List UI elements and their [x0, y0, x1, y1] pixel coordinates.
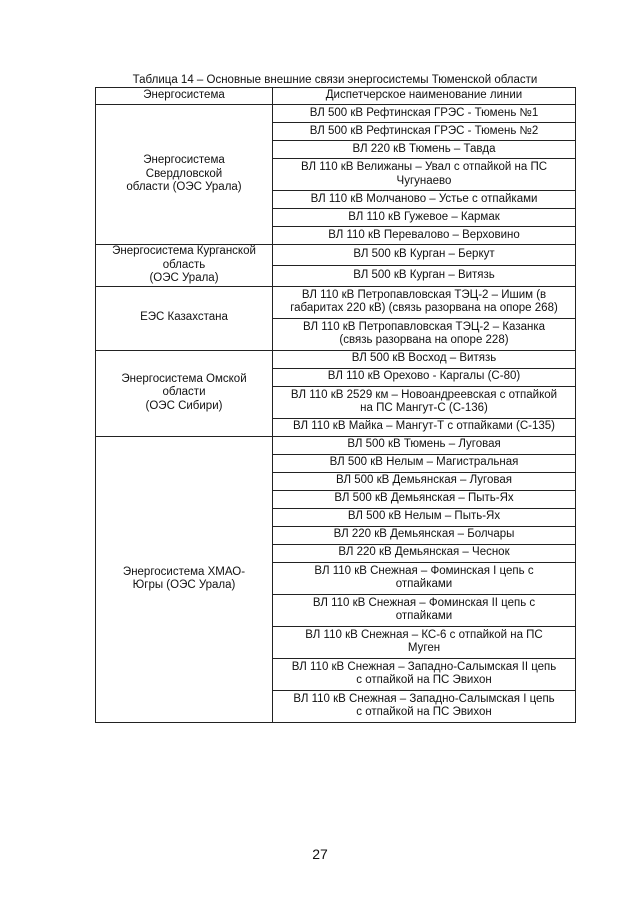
line-name-text: ВЛ 500 кВ Демьянская – Пыть-Ях — [334, 492, 514, 505]
line-name-text: ВЛ 220 кВ Демьянская – Чеснок — [338, 546, 510, 559]
energy-system-text: ЕЭС Казахстана — [140, 311, 228, 324]
table-row — [96, 105, 576, 123]
line-name-cell — [273, 368, 576, 386]
line-name-text: на ПС Мангут-С (С-136) — [360, 402, 488, 414]
line-name-cell — [273, 191, 576, 209]
line-name-text: ВЛ 110 кВ Снежная – КС-6 с отпайкой на ПС — [305, 628, 543, 641]
line-name-text: ВЛ 110 кВ Петропавловская ТЭЦ-2 – Ишим (в — [301, 288, 547, 301]
line-name-cell — [273, 490, 576, 508]
table-header-row — [96, 88, 576, 105]
energy-system-text: Энергосистема Курганской — [112, 245, 256, 257]
energy-system-text: область — [162, 258, 206, 271]
line-name-text: ВЛ 110 кВ Молчаново – Устье с отпайками — [310, 192, 538, 205]
line-name-text: ВЛ 110 кВ Петропавловская ТЭЦ-2 – Казанка — [302, 320, 546, 333]
line-name-text: отпайками — [395, 578, 453, 590]
line-name-cell — [273, 123, 576, 141]
line-name-cell — [273, 594, 576, 626]
table-row — [96, 350, 576, 368]
table-row — [96, 245, 576, 266]
line-name-cell — [273, 318, 576, 350]
energy-system-text: (ОЭС Сибири) — [145, 399, 223, 412]
line-name-text: ВЛ 110 кВ Снежная – Западно-Салымская II цепь — [291, 660, 557, 673]
line-name-cell — [273, 159, 576, 191]
line-name-cell — [273, 626, 576, 658]
line-name-cell — [273, 544, 576, 562]
line-name-cell — [273, 658, 576, 690]
table-row — [96, 436, 576, 454]
table-body — [96, 105, 576, 723]
line-name-cell — [273, 265, 576, 286]
line-name-text: ВЛ 500 кВ Восход – Витязь — [351, 352, 497, 365]
energy-system-text: Югры (ОЭС Урала) — [132, 579, 236, 591]
line-name-text: ВЛ 500 кВ Курган – Беркут — [353, 248, 495, 261]
line-name-cell — [273, 690, 576, 722]
line-name-cell — [273, 472, 576, 490]
table-caption: Таблица 14 – Основные внешние связи энергосистемы Тюменской области — [132, 74, 538, 86]
line-name-text: отпайками — [395, 610, 453, 622]
line-name-text: ВЛ 110 кВ Снежная – Западно-Салымская I цепь — [293, 692, 555, 705]
line-name-text: ВЛ 500 кВ Нелым – Пыть-Ях — [347, 510, 501, 523]
energy-system-cell — [96, 436, 273, 722]
header-line-name: Диспетчерское наименование линии — [273, 88, 576, 105]
line-name-cell — [273, 105, 576, 123]
line-name-cell — [273, 526, 576, 544]
energy-system-text: Свердловской — [145, 167, 223, 180]
line-name-cell — [273, 350, 576, 368]
line-name-text: ВЛ 500 кВ Тюмень – Луговая — [347, 438, 501, 451]
table-row — [96, 286, 576, 318]
line-name-text: с отпайкой на ПС Эвихон — [356, 674, 492, 686]
line-name-text: ВЛ 500 кВ Курган – Витязь — [353, 268, 495, 281]
line-name-cell — [273, 562, 576, 594]
line-name-cell — [273, 286, 576, 318]
line-name-cell — [273, 454, 576, 472]
line-name-text: габаритах 220 кВ) (связь разорвана на опоре 268) — [290, 302, 558, 314]
energy-system-text: области (ОЭС Урала) — [126, 181, 242, 194]
energy-system-cell — [96, 286, 273, 350]
page-number: 27 — [312, 846, 328, 862]
line-name-text: ВЛ 110 кВ Майка – Мангут-Т с отпайками (С-135) — [292, 420, 555, 433]
energy-system-text: Энергосистема ХМАО- — [122, 565, 246, 578]
line-name-text: ВЛ 500 кВ Нелым – Магистральная — [329, 456, 519, 469]
line-name-text: ВЛ 500 кВ Рефтинская ГРЭС - Тюмень №1 — [309, 106, 539, 119]
line-name-text: ВЛ 220 кВ Демьянская – Болчары — [333, 528, 515, 541]
line-name-text: ВЛ 110 кВ 2529 км – Новоандреевская с отпайкой — [290, 388, 558, 401]
line-name-cell — [273, 386, 576, 418]
line-name-text: ВЛ 500 кВ Демьянская – Луговая — [335, 474, 513, 487]
line-name-cell — [273, 209, 576, 227]
line-name-cell — [273, 245, 576, 266]
external-connections-table — [95, 87, 576, 723]
line-name-text: ВЛ 220 кВ Тюмень – Тавда — [352, 142, 496, 155]
energy-system-cell — [96, 245, 273, 287]
energy-system-cell — [96, 350, 273, 436]
line-name-text: ВЛ 110 кВ Гужевое – Кармак — [348, 210, 500, 223]
line-name-cell — [273, 508, 576, 526]
line-name-text: ВЛ 110 кВ Снежная – Фоминская II цепь с — [312, 596, 536, 609]
line-name-text: ВЛ 110 кВ Орехово - Каргалы (С-80) — [327, 370, 521, 383]
line-name-text: ВЛ 110 кВ Велижаны – Увал с отпайкой на ПС — [300, 161, 548, 173]
line-name-cell — [273, 418, 576, 436]
line-name-text: ВЛ 500 кВ Рефтинская ГРЭС - Тюмень №2 — [309, 124, 539, 137]
line-name-text: Муген — [407, 642, 441, 654]
line-name-text: ВЛ 110 кВ Перевалово – Верховино — [328, 228, 520, 241]
energy-system-text: области — [162, 386, 206, 399]
line-name-text: (связь разорвана на опоре 228) — [339, 334, 509, 346]
energy-system-text: Энергосистема — [143, 154, 225, 167]
energy-system-text: (ОЭС Урала) — [149, 272, 219, 284]
energy-system-cell — [96, 105, 273, 245]
header-energy-system: Энергосистема — [96, 88, 273, 105]
line-name-text: Чугунаево — [396, 174, 452, 187]
energy-system-text: Энергосистема Омской — [121, 372, 247, 385]
line-name-cell — [273, 141, 576, 159]
line-name-cell — [273, 227, 576, 245]
line-name-text: с отпайкой на ПС Эвихон — [356, 706, 492, 718]
line-name-text: ВЛ 110 кВ Снежная – Фоминская I цепь с — [314, 564, 534, 577]
line-name-cell — [273, 436, 576, 454]
